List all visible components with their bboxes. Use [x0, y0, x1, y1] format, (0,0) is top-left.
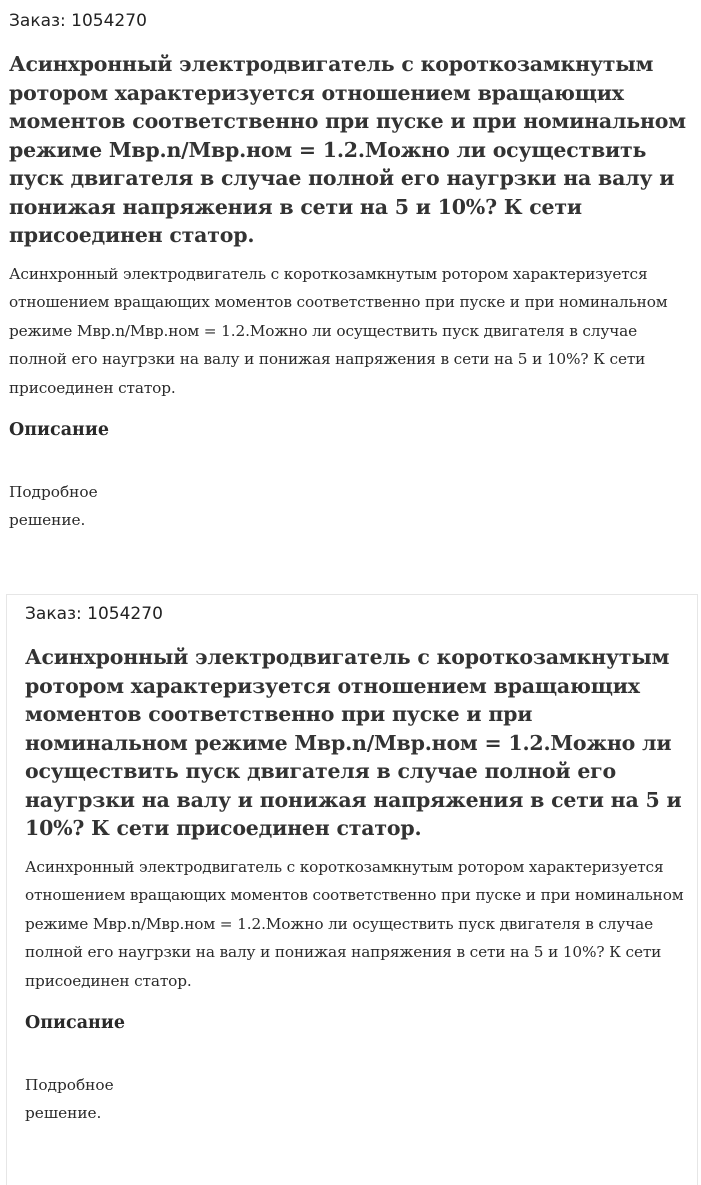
task-title: Асинхронный электродвигатель с короткозамкнутым ротором характеризуется отношением вращающих моментов соответственно при пуске и при номинальном режиме Мвр.n/Мвр.ном = 1.2.Можно ли осуществить пуск двигателя в случае полной его наугрзки на валу и понижая напряжения в сети на 5 и 10%? К сети присоединен статор. — [25, 645, 682, 840]
task-body-text: Асинхронный электродвигатель с короткозамкнутым ротором характеризуется отношением вращающих моментов соответственно при пуске и при номинальном режиме Мвр.n/Мвр.ном = 1.2.Можно ли осуществить пуск двигателя в случае полной его наугрзки на валу и понижая напряжения в сети на 5 и 10%? К сети присоединен статор. — [25, 857, 684, 990]
task-title: Асинхронный электродвигатель с короткозамкнутым ротором характеризуется отношением вращающих моментов соответственно при пуске и при номинальном режиме Мвр.n/Мвр.ном = 1.2.Можно ли осуществить пуск двигателя в случае полной его наугрзки на валу и понижая напряжения в сети на 5 и 10%? К сети присоединен статор. — [9, 52, 686, 247]
description-text: Подробное решение. — [25, 1076, 114, 1122]
order-card-duplicate — [6, 594, 698, 1185]
order-number-label: Заказ: 1054270 — [9, 11, 147, 31]
task-body-text: Асинхронный электродвигатель с короткозамкнутым ротором характеризуется отношением вращающих моментов соответственно при пуске и при номинальном режиме Мвр.n/Мвр.ном = 1.2.Можно ли осуществить пуск двигателя в случае полной его наугрзки на валу и понижая напряжения в сети на 5 и 10%? К сети присоединен статор. — [9, 264, 668, 397]
description-heading: Описание — [25, 1013, 125, 1033]
description-text: Подробное решение. — [9, 483, 98, 529]
description-heading: Описание — [9, 420, 109, 440]
order-number-label: Заказ: 1054270 — [25, 604, 163, 624]
